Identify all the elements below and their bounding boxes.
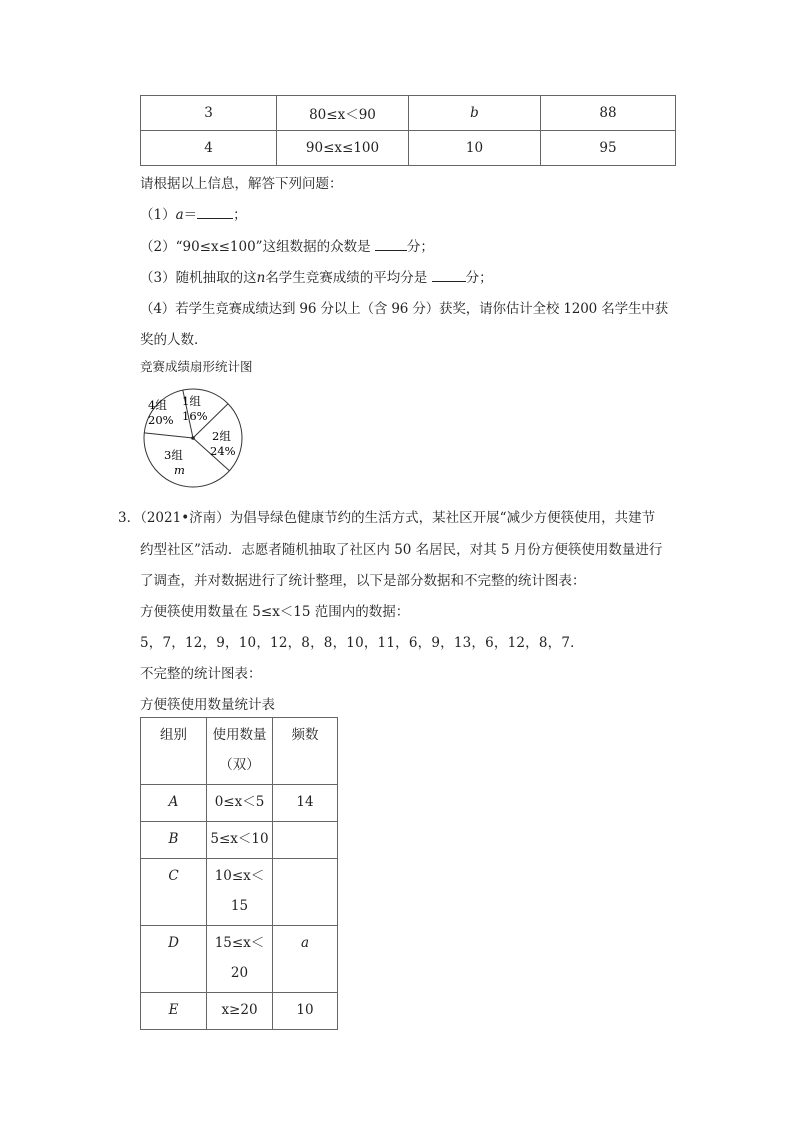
table-row xyxy=(141,859,338,926)
q3-prefix: （3）随机抽取的这 xyxy=(140,270,257,286)
sub-question-1 xyxy=(140,204,247,225)
range-cell: x≥20 xyxy=(207,993,273,1030)
question-text: （2021•济南）为倡导绿色健康节约的生活方式，某社区开展“减少方便筷使用，共建节 xyxy=(140,510,656,526)
table-row xyxy=(141,993,338,1030)
header-group: 组别 xyxy=(141,718,207,785)
group-cell: 3 xyxy=(141,96,277,131)
table-row xyxy=(141,926,338,993)
q2-end: 分； xyxy=(406,239,434,255)
header-frequency: 频数 xyxy=(273,718,338,785)
sub-question-3 xyxy=(140,267,493,288)
range-cell: 5≤x＜10 xyxy=(207,822,273,859)
group-cell: 4 xyxy=(141,131,277,166)
frequency-cell: b xyxy=(409,96,541,131)
pie-center-dot xyxy=(191,436,195,440)
frequency-cell: a xyxy=(273,926,338,993)
table-row xyxy=(141,131,676,166)
q3-text: 名学生竞赛成绩的平均分是 xyxy=(265,270,428,286)
data-intro: 方便筷使用数量在 5≤x＜15 范围内的数据： xyxy=(140,604,410,620)
slice-label-2-value: 24% xyxy=(210,444,236,458)
range-cell: 90≤x≤100 xyxy=(277,131,409,166)
data-values: 5，7，12，9，10，12，8，8，10，11，6，9，13，6，12，8，7． xyxy=(140,635,584,651)
table-header-row xyxy=(141,718,338,785)
sub-question-4-line2: 奖的人数． xyxy=(140,332,208,348)
q2-text: （2）“90≤x≤100”这组数据的众数是 xyxy=(140,239,371,255)
slice-label-4-value: 20% xyxy=(148,413,174,427)
frequency-cell xyxy=(273,822,338,859)
range-line1: 10≤x＜ xyxy=(214,868,265,884)
question-3-line2: 约型社区”活动．志愿者随机抽取了社区内 50 名居民，对其 5 月份方便筷使用数量进行 xyxy=(140,542,663,558)
range-cell xyxy=(207,926,273,993)
pie-chart xyxy=(140,388,248,488)
pie-chart-title: 竞赛成绩扇形统计图 xyxy=(140,359,253,374)
frequency-cell xyxy=(273,859,338,926)
table-title: 方便筷使用数量统计表 xyxy=(140,697,275,713)
header-usage-line1: 使用数量 xyxy=(212,727,267,743)
question-3-line1 xyxy=(118,508,655,528)
group-cell: A xyxy=(141,785,207,822)
slice-label-3-group: 3组 xyxy=(164,448,183,462)
mean-cell: 88 xyxy=(541,96,676,131)
question-3-line3: 了调查，并对数据进行了统计整理，以下是部分数据和不完整的统计图表： xyxy=(140,573,586,589)
mean-cell: 95 xyxy=(541,131,676,166)
table-row xyxy=(141,822,338,859)
range-line2: 20 xyxy=(230,965,249,981)
group-cell: B xyxy=(141,822,207,859)
score-table xyxy=(140,95,676,166)
q3-end: 分； xyxy=(465,270,493,286)
slice-label-1-group: 1组 xyxy=(182,394,201,408)
slice-label-4-group: 4组 xyxy=(148,398,167,412)
range-cell: 0≤x＜5 xyxy=(207,785,273,822)
q1-variable: a xyxy=(175,207,184,223)
range-line2: 15 xyxy=(230,898,249,914)
answer-blank xyxy=(375,236,407,251)
group-cell: D xyxy=(141,926,207,993)
header-usage xyxy=(207,718,273,785)
range-cell xyxy=(207,859,273,926)
group-cell: E xyxy=(141,993,207,1030)
incomplete-charts-label: 不完整的统计图表： xyxy=(140,666,262,682)
sub-question-4-line1: （4）若学生竞赛成绩达到 96 分以上（含 96 分）获奖，请你估计全校 1200 名学生中获 xyxy=(140,301,668,317)
group-cell: C xyxy=(141,859,207,926)
q3-variable: n xyxy=(256,270,266,286)
table-row xyxy=(141,96,676,131)
answer-blank xyxy=(432,267,466,282)
q1-prefix: （1） xyxy=(140,207,176,223)
instructions-text: 请根据以上信息，解答下列问题： xyxy=(140,176,343,192)
range-line1: 15≤x＜ xyxy=(214,935,265,951)
header-usage-line2: （双） xyxy=(219,757,260,773)
question-number: 3． xyxy=(118,510,141,526)
q1-equals: ＝ xyxy=(183,207,198,223)
frequency-cell: 10 xyxy=(273,993,338,1030)
answer-blank xyxy=(197,204,233,219)
table-row xyxy=(141,785,338,822)
frequency-cell: 10 xyxy=(409,131,541,166)
frequency-cell: 14 xyxy=(273,785,338,822)
sub-question-2 xyxy=(140,236,434,257)
chopsticks-usage-table xyxy=(140,717,338,1030)
slice-label-3-value: m xyxy=(174,463,185,477)
range-cell: 80≤x＜90 xyxy=(277,96,409,131)
q1-end: ； xyxy=(233,207,247,223)
slice-label-1-value: 16% xyxy=(182,409,208,423)
slice-label-2-group: 2组 xyxy=(212,429,231,443)
